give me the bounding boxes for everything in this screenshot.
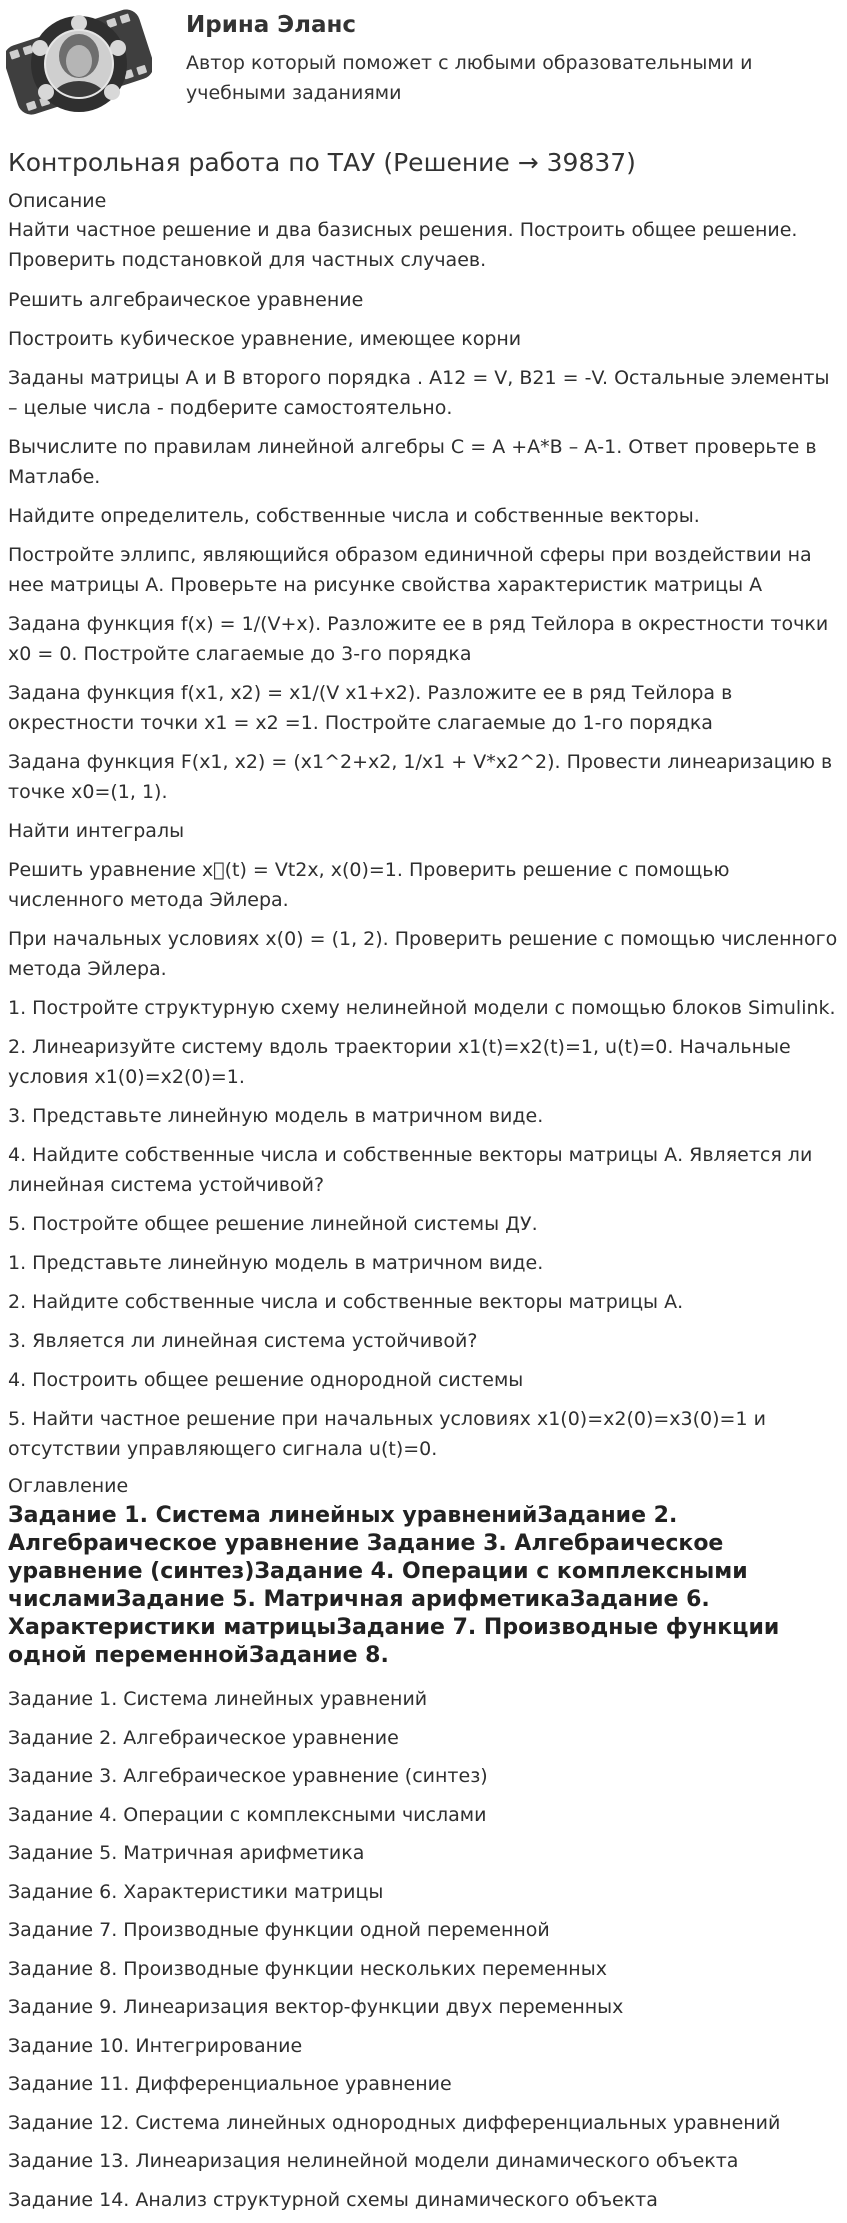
- description-paragraph: Построить кубическое уравнение, имеющее корни: [8, 328, 522, 350]
- description-intro: Найти частное решение и два базисных решения. Построить общее решение. Проверить подстановкой для частных случаев.: [8, 219, 798, 271]
- description-paragraph: Задана функция F(x1, x2) = (x1^2+x2, 1/x1 + V*x2^2). Провести линеаризацию в точке x0=(1, 1).: [8, 751, 833, 803]
- description-paragraph: 3. Является ли линейная система устойчивой?: [8, 1330, 478, 1352]
- description-paragraph: 4. Построить общее решение однородной системы: [8, 1369, 524, 1391]
- description-paragraph: При начальных условиях x(0) = (1, 2). Проверить решение с помощью численного метода Эйлера.: [8, 928, 838, 980]
- toc-item: Задание 5. Матричная арифметика: [8, 1842, 365, 1864]
- toc-item: Задание 8. Производные функции нескольких переменных: [8, 1957, 607, 1980]
- description-paragraph: Решить алгебраическое уравнение: [8, 289, 364, 311]
- toc-heading: Оглавление: [8, 1475, 129, 1497]
- description-paragraph: Вычислите по правилам линейной алгебры С = А +А*В – А-1. Ответ проверьте в Матлабе.: [8, 436, 817, 488]
- description-paragraph: 1. Представьте линейную модель в матричном виде.: [8, 1252, 544, 1274]
- description-paragraph: 5. Найти частное решение при начальных условиях x1(0)=x2(0)=x3(0)=1 и отсутствии управляющего сигнала u(t)=0.: [8, 1408, 766, 1460]
- avatar[interactable]: [6, 6, 152, 120]
- toc-item: Задание 7. Производные функции одной переменной: [8, 1919, 550, 1941]
- toc-list: [8, 1684, 842, 2215]
- description-paragraph: 3. Представьте линейную модель в матричном виде.: [8, 1105, 544, 1127]
- toc-item: Задание 6. Характеристики матрицы: [8, 1880, 384, 1903]
- description-paragraph: Найти интегралы: [8, 820, 185, 842]
- author-name[interactable]: Ирина Эланс: [186, 12, 357, 38]
- toc-item: Задание 1. Система линейных уравнений: [8, 1688, 428, 1710]
- description-paragraph: 4. Найдите собственные числа и собственные векторы матрицы А. Является ли линейная система устойчивой?: [8, 1144, 813, 1196]
- description-paragraph: 2. Линеаризуйте систему вдоль траектории x1(t)=x2(t)=1, u(t)=0. Начальные условия x1(0)=x2(0)=1.: [8, 1036, 791, 1088]
- toc-item: Задание 12. Система линейных однородных дифференциальных уравнений: [8, 2111, 781, 2134]
- toc-item: Задание 9. Линеаризация вектор-функции двух переменных: [8, 1996, 624, 2018]
- toc-summary: Задание 1. Система линейных уравненийЗадание 2. Алгебраическое уравнение Задание 3. Алгебраическое уравнение (синтез)Задание 4. Операции с комплексными числамиЗадание 5. Матричная арифметикаЗадание 6. Характеристики матрицыЗадание 7. Производные функции одной переменнойЗадание 8.: [8, 1503, 780, 1668]
- description-paragraph: Задана функция f(x) = 1/(V+x). Разложите ее в ряд Тейлора в окрестности точки x0 = 0. Постройте слагаемые до 3-го порядка: [8, 613, 829, 665]
- toc-item: Задание 10. Интегрирование: [8, 2034, 303, 2057]
- toc-item: Задание 13. Линеаризация нелинейной модели динамического объекта: [8, 2150, 739, 2172]
- description-paragraph: Решить уравнение x⃞(t) = Vt2x, x(0)=1. Проверить решение с помощью численного метода Эйлера.: [8, 859, 730, 911]
- description-paragraph: 5. Постройте общее решение линейной системы ДУ.: [8, 1213, 538, 1235]
- description-paragraph: 2. Найдите собственные числа и собственные векторы матрицы А.: [8, 1291, 684, 1313]
- description-heading: Описание: [8, 190, 107, 212]
- toc-item: Задание 4. Операции с комплексными числами: [8, 1803, 487, 1826]
- description-body: [8, 285, 842, 1464]
- toc-item: Задание 3. Алгебраическое уравнение (синтез): [8, 1765, 488, 1787]
- toc-item: Задание 2. Алгебраическое уравнение: [8, 1726, 399, 1749]
- description-paragraph: Заданы матрицы А и В второго порядка . А12 = V, В21 = -V. Остальные элементы – целые числа - подберите самостоятельно.: [8, 367, 830, 419]
- toc-item: Задание 11. Дифференциальное уравнение: [8, 2073, 452, 2095]
- description-paragraph: Постройте эллипс, являющийся образом единичной сферы при воздействии на нее матрицы А. Проверьте на рисунке свойства характеристик матрицы А: [8, 544, 812, 596]
- main-content: [8, 188, 842, 2223]
- film-reel-avatar-icon: [6, 6, 152, 120]
- description-paragraph: 1. Постройте структурную схему нелинейной модели с помощью блоков Simulink.: [8, 997, 836, 1019]
- page-title: Контрольная работа по ТАУ (Решение → 39837): [8, 148, 636, 177]
- toc-item: Задание 14. Анализ структурной схемы динамического объекта: [8, 2188, 658, 2211]
- description-paragraph: Задана функция f(x1, x2) = x1/(V x1+x2). Разложите ее в ряд Тейлора в окрестности точки x1 = x2 =1. Постройте слагаемые до 1-го порядка: [8, 682, 733, 734]
- description-paragraph: Найдите определитель, собственные числа и собственные векторы.: [8, 505, 700, 527]
- author-description: Автор который поможет с любыми образовательными и учебными заданиями: [186, 52, 753, 104]
- author-header: [0, 0, 847, 125]
